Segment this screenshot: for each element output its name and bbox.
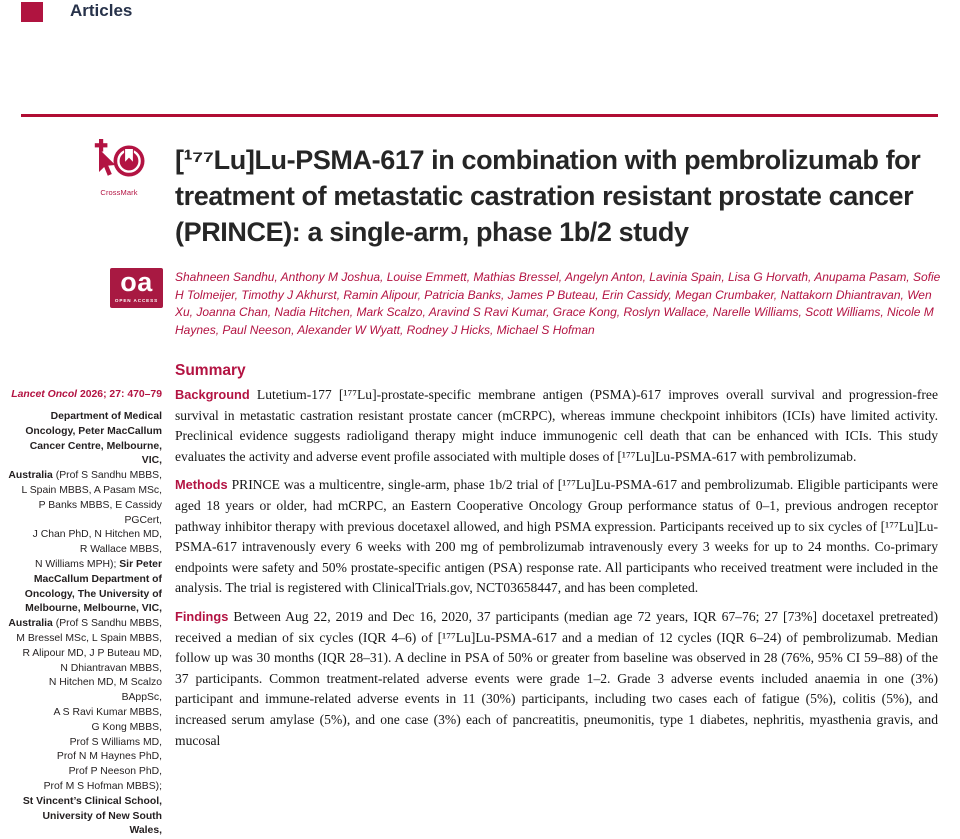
sidebar [8, 389, 162, 839]
affiliation-line: P Banks MBBS, E Cassidy PGCert, [38, 499, 162, 526]
crossmark-badge[interactable] [92, 139, 146, 197]
section-marker [21, 2, 43, 22]
affiliation-line: N Hitchen MD, M Scalzo BAppSc, [48, 677, 162, 704]
affiliation-line: Cancer Centre, Melbourne, VIC, [29, 440, 162, 467]
crossmark-label: CrossMark [100, 188, 138, 197]
affiliation-line: L Spain MBBS, A Pasam MSc, [21, 484, 162, 496]
methods-paragraph [175, 475, 938, 599]
crossmark-icon [92, 139, 146, 183]
affiliation-line: Prof S Williams MD, [69, 736, 162, 748]
affiliations [8, 410, 162, 839]
summary-section [175, 362, 938, 759]
affiliation-line: G Kong MBBS, [91, 721, 162, 733]
citation-detail: 2026; 27: 470–79 [77, 389, 162, 400]
journal-name: Lancet Oncol [11, 389, 78, 400]
journal-citation [8, 389, 162, 400]
open-access-oa: oa [120, 267, 153, 297]
affiliation-line: MacCallum Department of [33, 573, 162, 585]
affiliation-line: Oncology, Peter MacCallum [25, 425, 162, 437]
affiliation-line: Melbourne, Melbourne, VIC, [25, 603, 162, 615]
affiliation-line: Oncology, The University of [24, 588, 162, 600]
summary-heading: Summary [175, 362, 246, 379]
affiliation-line: Australia (Prof S Sandhu MBBS, [8, 618, 162, 630]
paragraph-text: PRINCE was a multicentre, single-arm, phase 1b/2 trial of [¹⁷⁷Lu]Lu-PSMA-617 and pembrolizumab. Eligible participants were aged 18 years or older, had mCRPC, an Eastern Cooperative Oncology Group performance status of 0–1, previous androgen receptor pathway inhibitor therapy with previous docetaxel allowed, and high PSMA expression. Participants received up to six cycles of [¹⁷⁷Lu]Lu-PSMA-617 intravenously every 6 weeks with 200 mg of pembrolizumab intravenously every 3 weeks for up to 24 months. Co-primary endpoints were safety and 50% prostate-specific antigen (PSA) response rate. All participants who received treatment were included in the analysis. The trial is registered with ClinicalTrials.gov, NCT03658447, and has been completed. [175, 477, 938, 596]
affiliation-line: J Chan PhD, N Hitchen MD, [32, 529, 162, 541]
background-paragraph [175, 385, 938, 467]
affiliation-line: A S Ravi Kumar MBBS, [53, 706, 162, 718]
affiliation-line: University of New South Wales, [42, 810, 162, 837]
open-access-badge [110, 268, 163, 308]
article-title: [¹⁷⁷Lu]Lu-PSMA-617 in combination with pembrolizumab for treatment of metastatic castration resistant prostate cancer (PRINCE): a single-arm, phase 1b/2 study [175, 145, 921, 247]
section-label: Articles [70, 1, 133, 20]
affiliation-line: Prof N M Haynes PhD, [56, 751, 162, 763]
author-list: Shahneen Sandhu, Anthony M Joshua, Louise Emmett, Mathias Bressel, Angelyn Anton, Lavinia Spain, Lisa G Horvath, Anupama Pasam, Sofie H Tolmeijer, Timothy J Akhurst, Ramin Alipour, Patricia Banks, James P Buteau, Erin Cassidy, Megan Crumbaker, Nattakorn Dhiantravan, Wen Xu, Joanna Chan, Nadia Hitchen, Mark Scalzo, Aravind S Ravi Kumar, Grace Kong, Roslyn Wallace, Narelle Williams, Scott Williams, Nicole M Haynes, Paul Neeson, Alexander W Wyatt, Rodney J Hicks, Michael S Hofman [175, 270, 941, 337]
affiliation-line: Prof P Neeson PhD, [68, 766, 162, 778]
affiliation-line: R Alipour MD, J P Buteau MD, [22, 647, 162, 659]
affiliation-line: Australia (Prof S Sandhu MBBS, [8, 470, 162, 482]
open-access-subtext: OPEN ACCESS [114, 298, 159, 303]
header-rule [21, 114, 938, 117]
paragraph-text: Between Aug 22, 2019 and Dec 16, 2020, 37 participants (median age 72 years, IQR 67–76; 27 [73%] docetaxel pretreated) received a median of six cycles (IQR 4–6) of [¹⁷⁷Lu]Lu-PSMA-617 and a median of 12 cycles (IQR 6–24) of pembrolizumab. Median follow up was 30 months (IQR 28–31). A decline in PSA of 50% or greater from baseline was observed in 28 (76%, 95% CI 59–88) of the 37 participants. Common treatment-related adverse events were grade 1–2. Grade 3 adverse events included anaemia in one (3%) participant and immune-related adverse events in 11 (30%) participants, including two cases each of fatigue (5%), colitis (5%), and increased serum amylase (5%), and one case (3%) each of pancreatitis, pneumonitis, type 1 diabetes, nephritis, myasthenia gravis, and mucosal [175, 608, 938, 748]
paragraph-label: Background [175, 387, 250, 402]
paragraph-text: Lutetium-177 [¹⁷⁷Lu]-prostate-specific membrane antigen (PSMA)-617 improves overall survival and progression-free survival in metastatic castration resistant prostate cancer (mCRPC), whereas immune checkpoint inhibitors (ICIs) have limited activity. Preclinical evidence suggests radioligand therapy might induce immunogenic cell death that can be enhanced with ICIs. This study evaluates the activity and adverse event profile associated with multiple doses of [¹⁷⁷Lu]Lu-PSMA-617 with pembrolizumab. [175, 387, 938, 464]
affiliation-line: N Williams MPH); Sir Peter [34, 558, 162, 570]
affiliation-line: St Vincent’s Clinical School, [22, 795, 162, 807]
affiliation-line: N Dhiantravan MBBS, [60, 662, 162, 674]
affiliation-line: Prof M S Hofman MBBS); [43, 780, 162, 792]
findings-paragraph [175, 607, 938, 751]
paragraph-label: Findings [175, 608, 229, 624]
affiliation-line: Department of Medical [50, 411, 162, 422]
paragraph-label: Methods [175, 477, 228, 493]
affiliation-line: R Wallace MBBS, [79, 544, 162, 556]
affiliation-line: M Bressel MSc, L Spain MBBS, [16, 632, 162, 644]
